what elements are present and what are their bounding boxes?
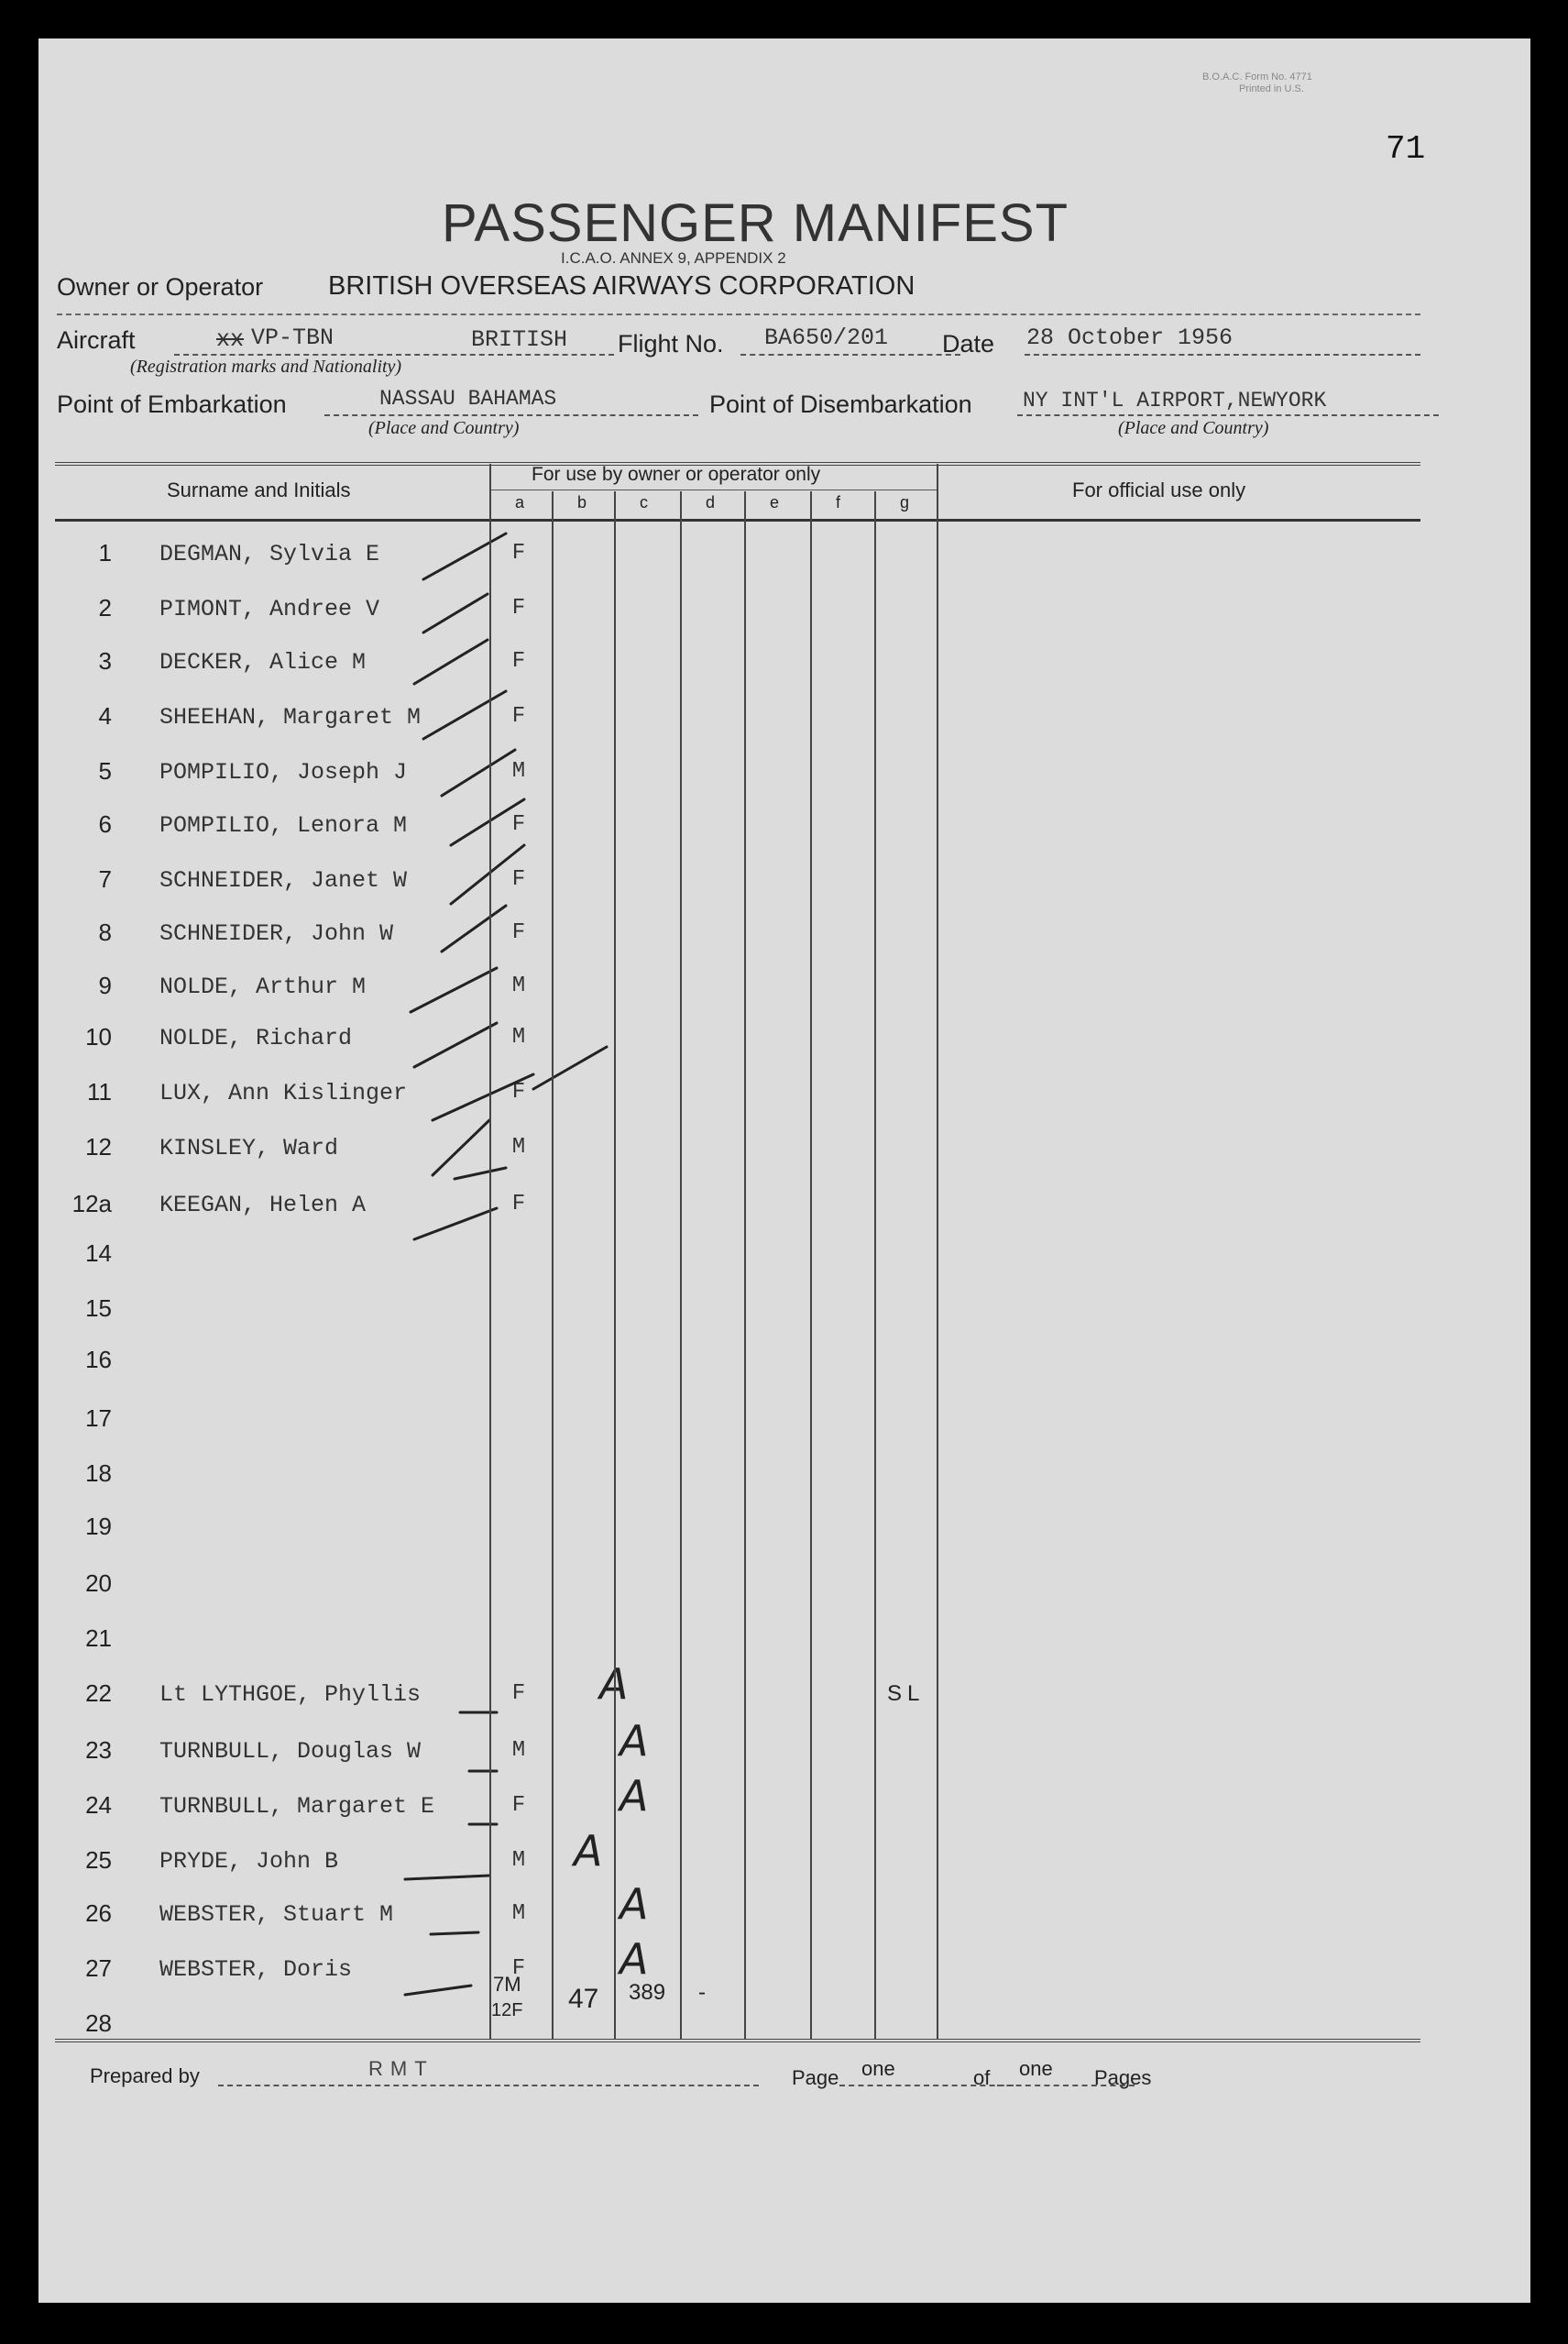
sex-mark: F (511, 541, 526, 566)
pen-tick (414, 640, 488, 684)
sex-mark: M (511, 1848, 526, 1873)
header-surname: Surname and Initials (167, 479, 351, 501)
date-label: Date (942, 330, 995, 358)
row-number: 11 (87, 1078, 112, 1106)
total-a-bottom: 12F (491, 2000, 523, 2020)
page-subtitle: I.C.A.O. ANNEX 9, APPENDIX 2 (561, 249, 786, 267)
tick-marks (38, 39, 1530, 2303)
passenger-name: POMPILIO, Lenora M (159, 812, 408, 839)
row-number: 5 (98, 757, 112, 785)
column-divider (810, 491, 812, 2039)
sex-mark: F (511, 1192, 526, 1216)
pen-tick (423, 691, 506, 739)
passenger-name: DEGMAN, Sylvia E (159, 541, 380, 567)
pen-tick (451, 799, 524, 845)
manifest-sheet (38, 39, 1530, 2303)
passenger-name: TURNBULL, Douglas W (159, 1738, 422, 1765)
flight-label: Flight No. (618, 330, 724, 358)
sex-mark: F (511, 704, 526, 729)
corner-stamp-line2: Printed in U.S. (1239, 83, 1304, 94)
handwritten-mark: A (620, 1716, 649, 1766)
passenger-name: POMPILIO, Joseph J (159, 759, 408, 786)
owner-value: BRITISH OVERSEAS AIRWAYS CORPORATION (328, 271, 916, 301)
pen-tick (411, 968, 497, 1012)
pen-tick (405, 1986, 471, 1995)
column-letter-e: e (770, 493, 780, 512)
column-divider (552, 491, 554, 2039)
column-divider (489, 464, 491, 2039)
passenger-name: SCHNEIDER, Janet W (159, 867, 408, 894)
passenger-name: NOLDE, Arthur M (159, 974, 367, 1000)
passenger-name: WEBSTER, Stuart M (159, 1901, 394, 1928)
embarkation-label: Point of Embarkation (57, 391, 287, 418)
pen-tick (433, 1074, 533, 1120)
sex-mark: F (511, 812, 526, 837)
page-value: one (861, 2057, 895, 2080)
passenger-name: PRYDE, John B (159, 1848, 339, 1875)
flight-value: BA650/201 (764, 325, 889, 351)
column-divider (874, 491, 876, 2039)
column-letter-b: b (577, 493, 587, 512)
page-title: PASSENGER MANIFEST (442, 193, 1069, 253)
row-number: 25 (85, 1846, 112, 1874)
row-number: 8 (98, 919, 112, 946)
row-number: 3 (98, 647, 112, 675)
sex-mark: F (511, 920, 526, 945)
column-letter-d: d (706, 493, 716, 512)
sex-mark: M (511, 1135, 526, 1160)
row-number: 14 (85, 1239, 112, 1267)
column-divider (614, 491, 616, 2039)
passenger-name: DECKER, Alice M (159, 649, 367, 676)
passenger-name: NOLDE, Richard (159, 1025, 353, 1051)
page-number: 71 (1386, 130, 1426, 168)
row-number: 18 (85, 1459, 112, 1487)
row-number: 21 (85, 1624, 112, 1652)
pen-tick (455, 1168, 506, 1179)
row-number: 24 (85, 1791, 112, 1819)
passenger-name: KINSLEY, Ward (159, 1135, 339, 1161)
header-operator-use: For use by owner or operator only (532, 464, 821, 485)
sex-mark: F (511, 867, 526, 892)
pen-tick (451, 845, 524, 904)
passenger-name: SHEEHAN, Margaret M (159, 704, 422, 731)
pen-tick (423, 594, 488, 633)
sex-mark: F (511, 1080, 526, 1105)
row-number: 12a (71, 1190, 112, 1217)
aircraft-registration: VP-TBN (251, 325, 334, 351)
sex-mark: M (511, 974, 526, 998)
embarkation-value: NASSAU BAHAMAS (379, 387, 557, 411)
row-number: 19 (85, 1513, 112, 1540)
sex-mark: F (511, 1793, 526, 1818)
row-number: 15 (85, 1294, 112, 1322)
sex-mark: M (511, 1901, 526, 1926)
row-number: 6 (98, 810, 112, 838)
aircraft-caption: (Registration marks and Nationality) (130, 357, 402, 377)
passenger-name: PIMONT, Andree V (159, 596, 380, 622)
passenger-name: TURNBULL, Margaret E (159, 1793, 435, 1820)
disembarkation-caption: (Place and Country) (1118, 418, 1269, 438)
row-number: 23 (85, 1736, 112, 1764)
owner-label: Owner or Operator (57, 273, 264, 301)
row-number: 22 (85, 1679, 112, 1707)
pen-tick (423, 534, 506, 579)
passenger-name: SCHNEIDER, John W (159, 920, 394, 947)
prepared-value: RMT (368, 2057, 434, 2080)
column-divider (680, 491, 682, 2039)
pen-tick (442, 906, 506, 952)
handwritten-mark: A (574, 1826, 603, 1876)
g-column-mark: SL (887, 1681, 926, 1706)
column-divider (937, 464, 938, 2039)
total-d: - (698, 1980, 706, 2005)
row-number: 7 (98, 865, 112, 893)
sex-mark: M (511, 1025, 526, 1050)
sex-mark: F (511, 1681, 526, 1706)
corner-stamp-line1: B.O.A.C. Form No. 4771 (1202, 72, 1312, 83)
pen-tick (414, 1208, 497, 1239)
column-letter-a: a (515, 493, 525, 512)
date-value: 28 October 1956 (1026, 325, 1234, 351)
total-a-top: 7M (493, 1973, 521, 1996)
row-number: 27 (85, 1954, 112, 1982)
total-b: 47 (568, 1984, 599, 2014)
pen-tick (431, 1932, 478, 1934)
column-letter-c: c (640, 493, 648, 512)
handwritten-mark: A (620, 1879, 649, 1929)
embarkation-caption: (Place and Country) (368, 418, 520, 438)
column-letter-f: f (836, 493, 841, 512)
page-label: Page (792, 2066, 839, 2089)
row-number: 4 (98, 702, 112, 730)
row-number: 17 (85, 1404, 112, 1432)
prepared-label: Prepared by (90, 2064, 200, 2087)
pages-label: Pages (1094, 2066, 1152, 2089)
of-value: one (1019, 2057, 1053, 2080)
disembarkation-value: NY INT'L AIRPORT,NEWYORK (1023, 389, 1327, 413)
passenger-name: KEEGAN, Helen A (159, 1192, 367, 1218)
row-number: 12 (85, 1133, 112, 1161)
handwritten-mark: A (620, 1934, 649, 1984)
pen-tick (442, 750, 515, 796)
handwritten-mark: A (620, 1771, 649, 1821)
sex-mark: F (511, 596, 526, 621)
row-number: 26 (85, 1899, 112, 1927)
row-number: 16 (85, 1346, 112, 1373)
pen-tick (405, 1876, 489, 1879)
passenger-name: WEBSTER, Doris (159, 1956, 353, 1983)
row-number: 20 (85, 1569, 112, 1597)
column-letter-g: g (900, 493, 910, 512)
aircraft-prefix: xx (216, 326, 245, 353)
pen-tick (433, 1120, 489, 1175)
of-label: of (973, 2066, 991, 2089)
row-number: 28 (85, 2009, 112, 2037)
row-number: 1 (98, 539, 112, 567)
sex-mark: F (511, 1956, 526, 1981)
row-number: 2 (98, 594, 112, 622)
row-number: 9 (98, 972, 112, 999)
passenger-name: Lt LYTHGOE, Phyllis (159, 1681, 422, 1708)
sex-mark: F (511, 649, 526, 674)
handwritten-mark: A (599, 1659, 629, 1709)
sex-mark: M (511, 759, 526, 784)
row-number: 10 (85, 1023, 112, 1051)
header-official-use: For official use only (1072, 479, 1246, 501)
disembarkation-label: Point of Disembarkation (709, 391, 972, 418)
total-c: 389 (629, 1980, 666, 2005)
aircraft-label: Aircraft (57, 326, 136, 354)
aircraft-nationality: BRITISH (471, 326, 568, 353)
sex-mark: M (511, 1738, 526, 1763)
column-divider (744, 491, 746, 2039)
passenger-name: LUX, Ann Kislinger (159, 1080, 408, 1106)
pen-tick (533, 1047, 607, 1089)
pen-tick (414, 1023, 497, 1067)
